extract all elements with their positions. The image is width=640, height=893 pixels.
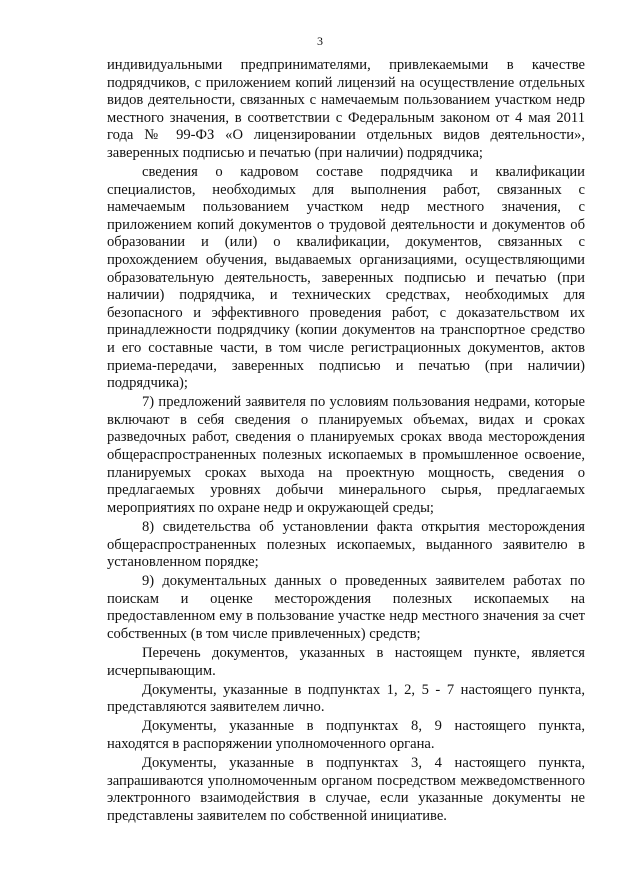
- paragraph-held-by-authority: Документы, указанные в подпунктах 8, 9 настоящего пункта, находятся в распоряжении уполномоченного органа.: [107, 718, 585, 753]
- paragraph-interagency-request: Документы, указанные в подпунктах 3, 4 настоящего пункта, запрашиваются уполномоченным органом посредством межведомственного электронного взаимодействия в случае, если указанные документы не представлены заявителем по собственной инициативе.: [107, 755, 585, 824]
- paragraph-staff-info: сведения о кадровом составе подрядчика и квалификации специалистов, необходимых для выполнения работ, связанных с намечаемым пользованием участком недр местного значения, с приложением копий документов о трудовой деятельности и документов об образовании и (или) о квалификации, документов, связанных с прохождением обучения, выдаваемых организациями, осуществляющими образовательную деятельность, заверенных подписью и печатью (при наличии) подрядчика, и технических средствах, необходимых для безопасного и эффективного проведения работ, с доказательством их принадлежности подрядчику (копии документов на транспортное средство и его составные части, в том числе регистрационных документов, актов приема-передачи, заверенных подписью и печатью (при наличии) подрядчика);: [107, 164, 585, 392]
- document-body: [107, 57, 585, 827]
- paragraph-item-9: 9) документальных данных о проведенных заявителем работах по поискам и оценке месторождения полезных ископаемых на предоставленном ему в пользование участке недр местного значения за счет собственных (в том числе привлеченных) средств;: [107, 573, 585, 642]
- paragraph-submitted-personally: Документы, указанные в подпунктах 1, 2, 5 - 7 настоящего пункта, представляются заявителем лично.: [107, 681, 585, 716]
- paragraph-exhaustive-list: Перечень документов, указанных в настоящем пункте, является исчерпывающим.: [107, 645, 585, 679]
- paragraph-item-7: 7) предложений заявителя по условиям пользования недрами, которые включают в себя сведения о планируемых объемах, видах и сроках разведочных работ, сведения о планируемых сроках ввода месторождения общераспространенных полезных ископаемых в промышленное освоение, планируемых сроках выхода на проектную мощность, сведения о предлагаемых уровнях добычи минерального сырья, предлагаемых мероприятиях по охране недр и окружающей среды;: [107, 394, 585, 516]
- page-number: 3: [317, 34, 323, 48]
- paragraph-item-8: 8) свидетельства об установлении факта открытия месторождения общераспространенных полезных ископаемых, выданного заявителю в установленном порядке;: [107, 518, 585, 571]
- paragraph-continuation: индивидуальными предпринимателями, привлекаемыми в качестве подрядчиков, с приложением копий лицензий на осуществление отдельных видов деятельности, связанных с намечаемым пользованием участком недр местного значения, в соответствии с Федеральным законом от 4 мая 2011 года № 99-ФЗ «О лицензировании отдельных видов деятельности», заверенных подписью и печатью (при наличии) подрядчика;: [107, 57, 585, 161]
